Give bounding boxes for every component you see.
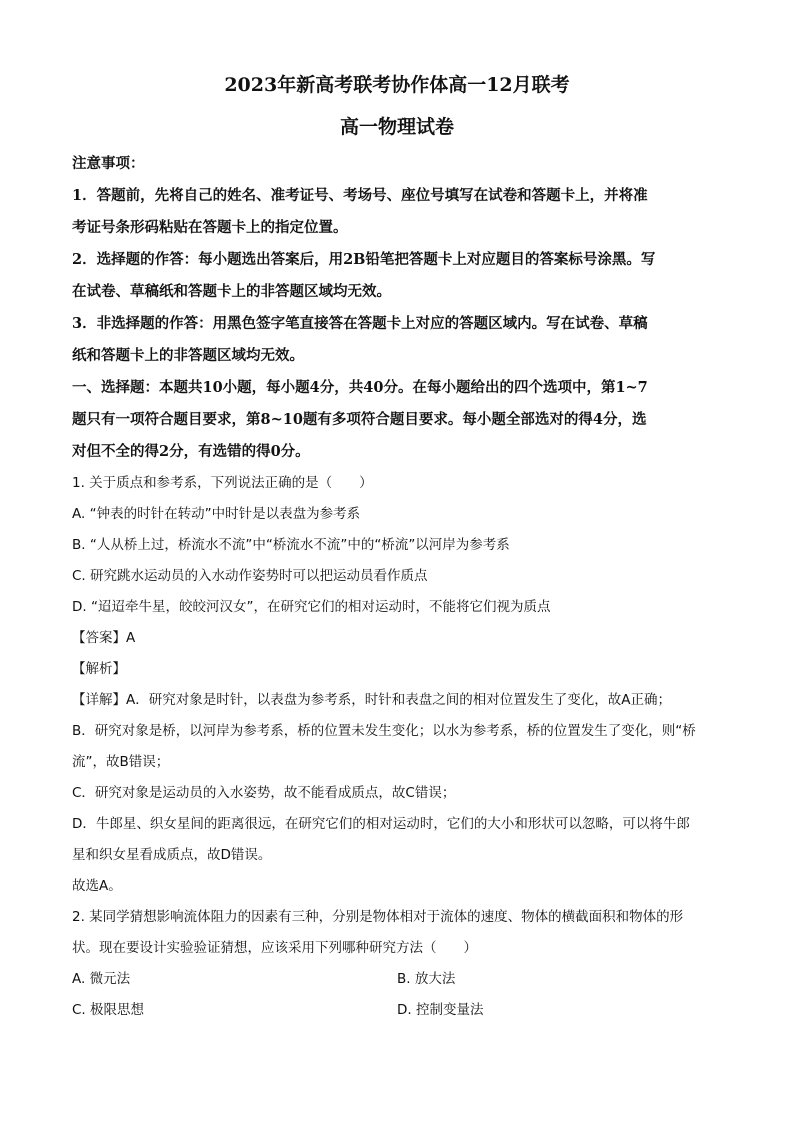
page-title: 2023年新高考联考协作体高一12月联考 [224, 74, 570, 96]
section-line: 题只有一项符合题目要求，第8~10题有多项符合题目要求。每小题全部选对的得4分，选 [72, 411, 647, 428]
explanation-line: 星和织女星看成质点，故D错误。 [72, 847, 272, 863]
explanation-line: 流”，故B错误； [72, 754, 170, 770]
question-stem: 状。现在要设计实验验证猜想，应该采用下列哪种研究方法（ ） [72, 940, 477, 956]
explanation-line: B．研究对象是桥，以河岸为参考系，桥的位置未发生变化；以水为参考系，桥的位置发生了变化，则“桥 [72, 723, 696, 739]
option-d: D. 控制变量法 [397, 1002, 484, 1018]
explanation-line: D．牛郎星、织女星间的距离很远，在研究它们的相对运动时，它们的大小和形状可以忽略，可以将牛郎 [72, 816, 690, 832]
question-stem: 2. 某同学猜想影响流体阻力的因素有三种，分别是物体相对于流体的速度、物体的横截面积和物体的形 [72, 909, 684, 925]
page-subtitle: 高一物理试卷 [339, 116, 454, 138]
notes-line: 1．答题前，先将自己的姓名、准考证号、考场号、座位号填写在试卷和答题卡上，并将准 [72, 187, 648, 204]
notes-line: 纸和答题卡上的非答题区域均无效。 [72, 347, 304, 364]
option-b: B. 放大法 [397, 971, 456, 987]
notes-block [72, 148, 722, 372]
option-a: A. “钟表的时针在转动”中时针是以表盘为参考系 [72, 506, 361, 522]
answer-label: 【答案】A [72, 630, 136, 646]
notes-heading: 注意事项： [72, 155, 145, 172]
explanation-line: 【详解】A．研究对象是时针，以表盘为参考系，时针和表盘之间的相对位置发生了变化，故A正确； [72, 692, 671, 708]
explanation-line: C．研究对象是运动员的入水姿势，故不能看成质点，故C错误； [72, 785, 456, 801]
option-d: D. “迢迢牵牛星，皎皎河汉女”，在研究它们的相对运动时，不能将它们视为质点 [72, 599, 551, 615]
question-2 [72, 902, 722, 1026]
notes-line: 2．选择题的作答：每小题选出答案后，用2B铅笔把答题卡上对应题目的答案标号涂黑。写 [72, 251, 656, 268]
options-row [72, 964, 722, 995]
option-c: C. 研究跳水运动员的入水动作姿势时可以把运动员看作质点 [72, 568, 428, 584]
notes-line: 3．非选择题的作答：用黑色签字笔直接答在答题卡上对应的答题区域内。写在试卷、草稿 [72, 315, 648, 332]
option-b: B. “人从桥上过，桥流水不流”中“桥流水不流”中的“桥流”以河岸为参考系 [72, 537, 510, 553]
notes-line: 在试卷、草稿纸和答题卡上的非答题区域均无效。 [72, 283, 391, 300]
explanation-line: 故选A。 [72, 878, 122, 894]
options-row [72, 995, 722, 1026]
option-c: C. 极限思想 [72, 1002, 145, 1018]
section-line: 对但不全的得2分，有选错的得0分。 [72, 443, 310, 460]
section-instructions [72, 372, 722, 468]
notes-line: 考证号条形码粘贴在答题卡上的指定位置。 [72, 219, 348, 236]
option-a: A. 微元法 [72, 971, 131, 987]
question-stem: 1. 关于质点和参考系，下列说法正确的是（ ） [72, 475, 373, 491]
question-1 [72, 468, 722, 902]
section-line: 一、选择题：本题共10小题，每小题4分，共40分。在每小题给出的四个选项中，第1~7 [72, 379, 648, 396]
analysis-label: 【解析】 [72, 661, 126, 677]
